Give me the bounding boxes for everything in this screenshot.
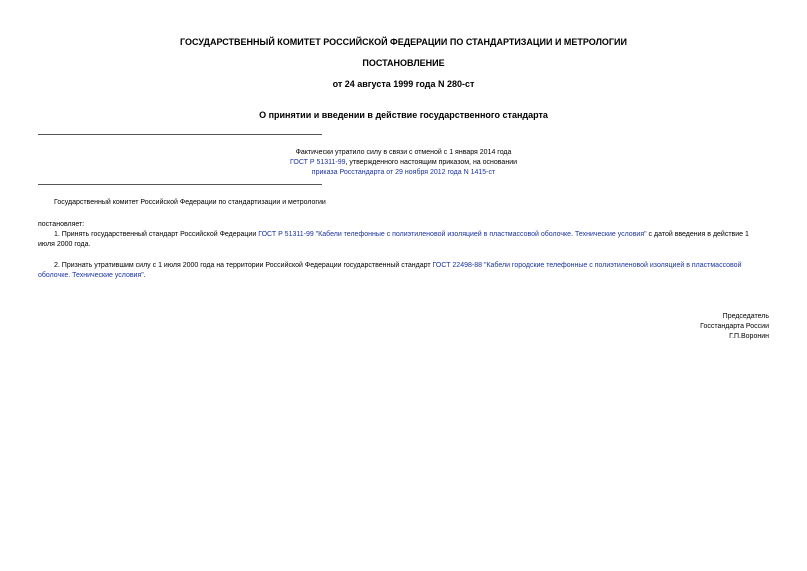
- item-1-line2: июля 2000 года.: [38, 241, 91, 248]
- gost-22498-link[interactable]: ГОСТ 22498-88 "Кабели городские телефонные с полиэтиленовой изоляцией в пластмассовой: [432, 262, 742, 269]
- item-2-prefix: 2. Признать утратившим силу с 1 июля 2000 года на территории Российской Федерации государственный стандарт: [54, 262, 433, 269]
- signature-role: Председатель: [722, 313, 769, 320]
- document-title: О принятии и введении в действие государственного стандарта: [259, 110, 548, 120]
- decrees-label: постановляет:: [38, 221, 85, 228]
- gost-51311-title-link[interactable]: ГОСТ Р 51311-99 "Кабели телефонные с полиэтиленовой изоляцией в пластмассовой оболочке. Технические условия": [258, 231, 647, 238]
- intro-paragraph: Государственный комитет Российской Федерации по стандартизации и метрологии: [54, 199, 326, 206]
- gost-22498-link-cont[interactable]: оболочке. Технические условия": [38, 272, 144, 279]
- signature-org: Госстандарта России: [700, 323, 769, 330]
- signature-name: Г.П.Воронин: [729, 333, 769, 340]
- divider-bottom: [38, 184, 322, 185]
- document-type: ПОСТАНОВЛЕНИЕ: [362, 58, 445, 68]
- divider-top: [38, 134, 322, 135]
- status-note-line1: Фактически утратило силу в связи с отменой с 1 января 2014 года: [295, 149, 512, 156]
- status-note-line3: [0, 168, 807, 178]
- item-1-line1: [54, 230, 770, 240]
- item-1-suffix: с датой введения в действие 1: [646, 231, 749, 238]
- rosstandart-order-link[interactable]: приказа Росстандарта от 29 ноября 2012 года N 1415-ст: [311, 169, 496, 176]
- date-and-number: от 24 августа 1999 года N 280-ст: [332, 79, 475, 89]
- item-2-suffix: .: [143, 272, 146, 279]
- status-note-line2: [0, 158, 807, 168]
- item-2-line1: [54, 261, 770, 271]
- status-note-line2-text: , утвержденного настоящим приказом, на основании: [345, 159, 518, 166]
- committee-heading: ГОСУДАРСТВЕННЫЙ КОМИТЕТ РОССИЙСКОЙ ФЕДЕРАЦИИ ПО СТАНДАРТИЗАЦИИ И МЕТРОЛОГИИ: [180, 37, 627, 47]
- item-2-line2: [38, 271, 146, 281]
- gost-51311-link[interactable]: ГОСТ Р 51311-99: [289, 159, 346, 166]
- item-1-prefix: 1. Принять государственный стандарт Российской Федерации: [54, 231, 259, 238]
